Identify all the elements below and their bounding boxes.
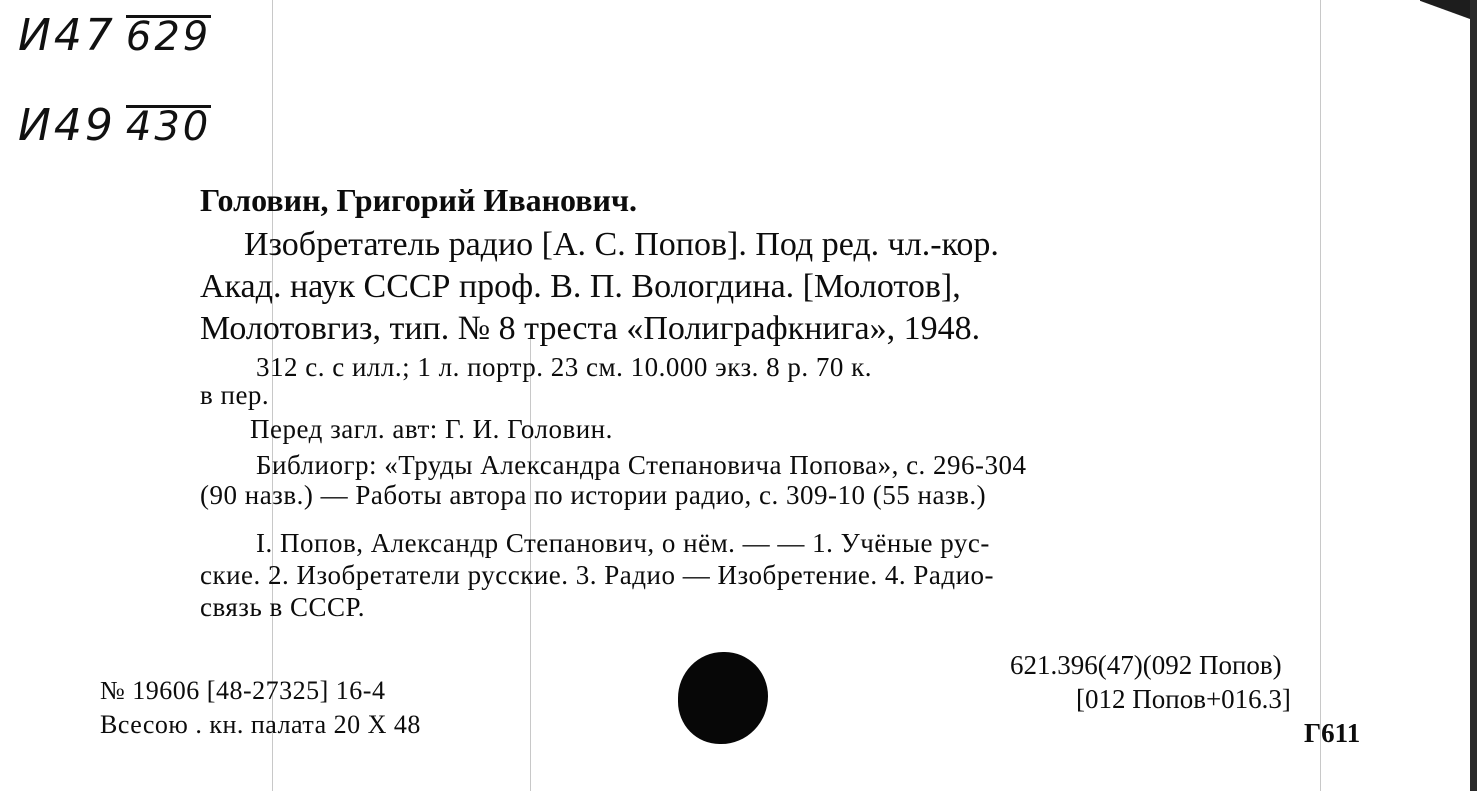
title-line: Изобретатель радио [А. С. Попов]. Под ред. чл.-кор. (244, 226, 999, 263)
registration-number: № 19606 [48-27325] 16-4 (100, 676, 386, 705)
punch-hole (678, 652, 768, 744)
classification-code: [012 Попов+016.3] (1076, 684, 1291, 714)
title-line: Молотовгиз, тип. № 8 треста «Полиграфкнига», 1948. (200, 310, 981, 347)
title-line: Акад. наук СССР проф. В. П. Вологдина. [Молотов], (200, 268, 961, 305)
note-line: (90 назв.) — Работы автора по истории радио, с. 309-10 (55 назв.) (200, 480, 987, 510)
classification-code: 621.396(47)(092 Попов) (1010, 650, 1282, 680)
card-edge (1470, 0, 1477, 791)
card-corner-shadow (1420, 0, 1477, 40)
note-line: Библиогр: «Труды Александра Степановича Попова», с. 296-304 (256, 450, 1027, 480)
subject-line: ские. 2. Изобретатели русские. 3. Радио — Изобретение. 4. Радио- (200, 560, 995, 590)
author-mark: Г611 (1304, 718, 1361, 748)
subject-line: связь в СССР. (200, 592, 365, 622)
handwritten-shelf-mark: И49 430 (18, 100, 212, 151)
fold-line (272, 0, 273, 791)
author-heading: Головин, Григорий Иванович. (200, 182, 637, 218)
handwritten-shelf-mark: И47 629 (18, 10, 212, 61)
fold-line (1320, 0, 1321, 791)
subject-line: I. Попов, Александр Степанович, о нём. — — 1. Учёные рус- (256, 528, 990, 558)
chamber-imprint: Всесою . кн. палата 20 X 48 (100, 710, 421, 739)
physical-description: в пер. (200, 380, 270, 410)
note-line: Перед загл. авт: Г. И. Головин. (250, 414, 613, 444)
physical-description: 312 с. с илл.; 1 л. портр. 23 см. 10.000 экз. 8 р. 70 к. (256, 352, 873, 382)
